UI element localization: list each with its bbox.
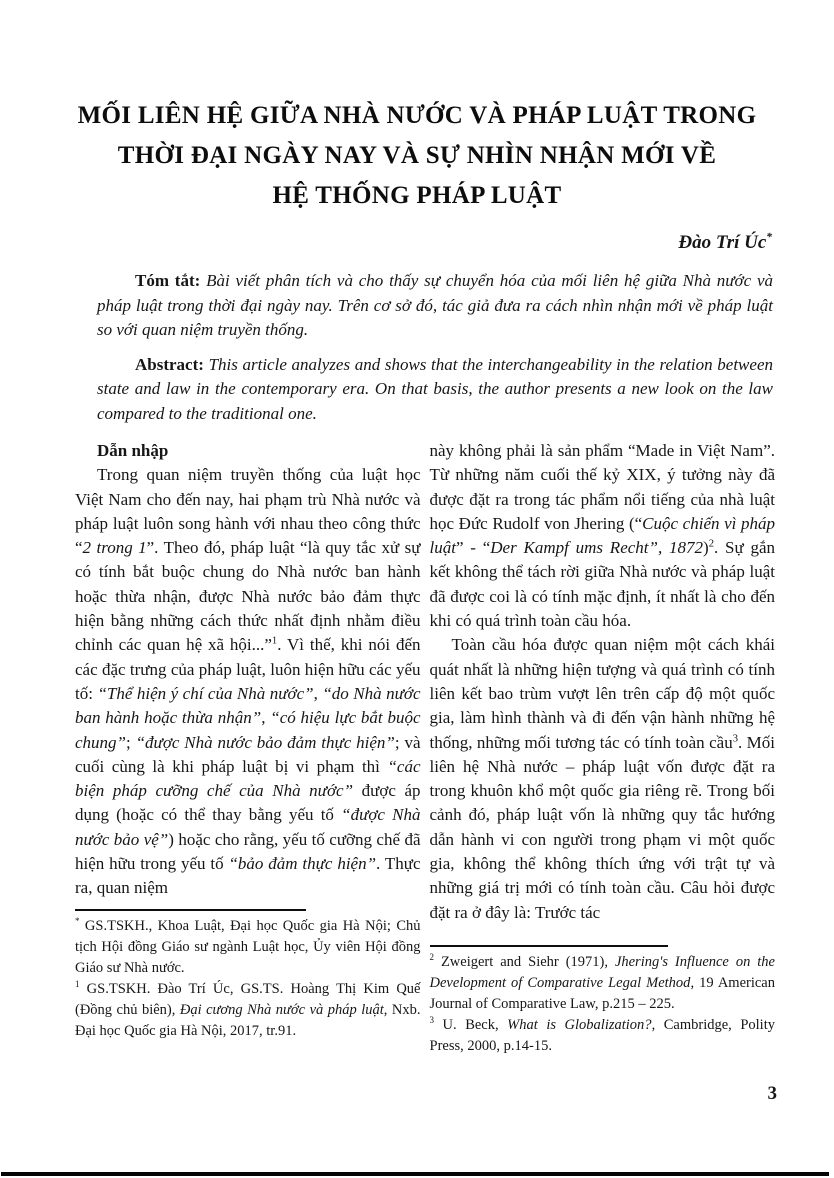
body-paragraph-left: Trong quan niệm truyền thống của luật học Việt Nam cho đến nay, hai phạm trù Nhà nước và pháp luật luôn song hành với nhau theo công thức “2 trong 1”. Theo đó, pháp luật “là quy tắc xử sự có tính bắt buộc chung do Nhà nước ban hành hoặc thừa nhận, được Nhà nước bảo đảm thực hiện bằng những cách thức nhất định nhằm điều chỉnh các quan hệ xã hội...”$^1$. Vì thế, khi nói đến các đặc trưng của pháp luật, luôn hiện hữu các yếu tố: “Thể hiện ý chí của Nhà nước”, “do Nhà nước ban hành hoặc thừa nhận”, “có hiệu lực bắt buộc chung”; “được Nhà nước bảo đảm thực hiện”; và cuối cùng là khi pháp luật bị vi phạm thì “các biện pháp cưỡng chế của Nhà nước” được áp dụng (hoặc có thể thay bằng yếu tố “được Nhà nước bảo vệ”) hoặc cho rằng, yếu tố cưỡng chế đã hiện hữu trong yếu tố “bảo đảm thực hiện”. Thực ra, quan niệm: [75, 465, 421, 898]
abstract-en-label: Abstract:: [135, 354, 204, 374]
title-line-3: HỆ THỐNG PHÁP LUẬT: [272, 182, 562, 209]
author-name: Đào Trí Úc: [678, 232, 767, 253]
right-column: [430, 439, 776, 1057]
footnotes-right: [430, 947, 776, 1057]
title-line-2: THỜI ĐẠI NGÀY NAY VÀ SỰ NHÌN NHẬN MỚI VỀ: [117, 142, 717, 169]
scan-artifact-bottom-line: [1, 1172, 829, 1176]
footnote-1: $^1$ GS.TSKH. Đào Trí Úc, GS.TS. Hoàng Thị Kim Quế (Đồng chủ biên), Đại cương Nhà nước và pháp luật, Nxb. Đại học Quốc gia Hà Nội, 2017, tr.91.: [75, 978, 421, 1039]
title-line-1: MỐI LIÊN HỆ GIỮA NHÀ NƯỚC VÀ PHÁP LUẬT TRONG: [77, 102, 757, 129]
body-columns: [75, 439, 775, 1057]
author-byline: [0, 232, 772, 254]
abstract-en-text: This article analyzes and shows that the interchangeability in the relation between state and law in the contemporary era. On that basis, the author presents a new look on the law compared to the traditional one.: [97, 354, 773, 423]
footnote-3: $^3$ U. Beck, What is Globalization?, Cambridge, Polity Press, 2000, p.14-15.: [429, 1015, 775, 1054]
author-footnote-marker: *: [766, 231, 772, 244]
body-paragraph-right-1: này không phải là sản phẩm “Made in Việt Nam”. Từ những năm cuối thế kỷ XIX, ý tưởng này đã được đặt ra trong tác phẩm nổi tiếng của nhà luật học Đức Rudolf von Jhering (“Cuộc chiến vì pháp luật” - “Der Kampf ums Recht”, 1872)$^2$. Sự gắn kết không thể tách rời giữa Nhà nước và pháp luật đã được coi là có tính mặc định, ít nhất là cho đến khi có quá trình toàn cầu hóa.: [429, 441, 776, 631]
page-number: 3: [767, 1083, 777, 1104]
page-title: [0, 0, 834, 216]
abstract-vi-label: Tóm tắt:: [135, 271, 201, 290]
body-paragraph-right-2: Toàn cầu hóa được quan niệm một cách khái quát nhất là những hiện tượng và quá trình có tính liên kết bao trùm vượt lên trên cấp độ một quốc gia, làm hình thành và đi đến vận hành những hệ thống, những mối tương tác có tính toàn cầu$^3$. Mối liên hệ Nhà nước – pháp luật vốn được đặt ra trong khuôn khổ một quốc gia riêng rẽ. Trong bối cảnh đó, pháp luật vốn là những quy tắc hướng dẫn hành vi con người trong phạm vi một quốc gia, không thể không thích ứng với trật tự và những giá trị mới có tính toàn cầu. Câu hỏi được đặt ra ở đây là: Trước tác: [429, 635, 775, 922]
abstract-vietnamese: [97, 269, 773, 343]
section-heading: Dẫn nhập: [97, 441, 169, 460]
abstract-english: [97, 353, 773, 427]
footnote-2: $^2$ Zweigert and Siehr (1971), Jhering's Influence on the Development of Comparative Legal Method, 19 American Journal of Comparative Law, p.215 – 225.: [429, 952, 775, 1012]
abstract-vi-text: Bài viết phân tích và cho thấy sự chuyển hóa của mối liên hệ giữa Nhà nước và pháp luật trong thời đại ngày nay. Trên cơ sở đó, tác giả đưa ra cách nhìn nhận mới về pháp luật so với quan niệm truyền thống.: [97, 271, 773, 339]
footnotes-left: [75, 911, 421, 1042]
footnote-author-affiliation: * GS.TSKH., Khoa Luật, Đại học Quốc gia Hà Nội; Chủ tịch Hội đồng Giáo sư ngành Luật học, Ủy viên Hội đồng Giáo sư Nhà nước.: [75, 915, 421, 976]
left-column: [75, 439, 421, 1057]
